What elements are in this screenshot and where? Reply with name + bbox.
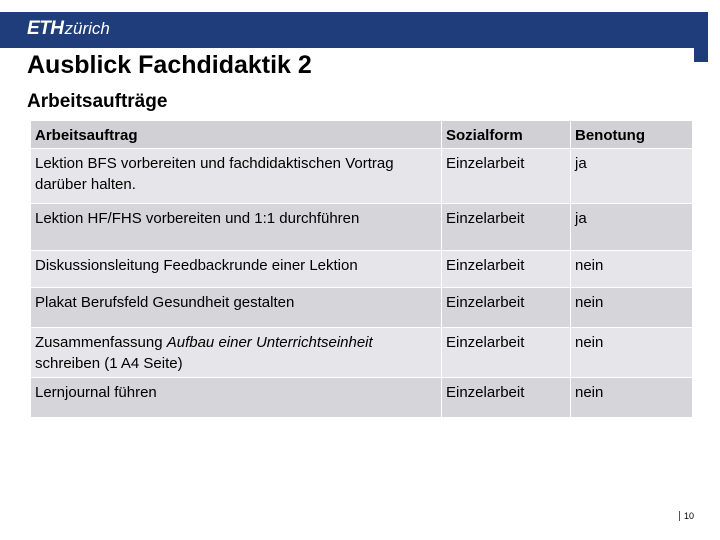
cell-form: Einzelarbeit <box>442 288 571 328</box>
cell-form: Einzelarbeit <box>442 378 571 418</box>
task-text-suffix: schreiben (1 A4 Seite) <box>35 355 183 372</box>
logo-zurich-text: zürich <box>64 19 110 38</box>
cell-grade: ja <box>571 149 693 204</box>
cell-grade: ja <box>571 204 693 251</box>
eth-zurich-logo <box>27 18 110 42</box>
logo-eth-text: ETH <box>27 18 64 39</box>
cell-grade: nein <box>571 288 693 328</box>
assignments-table <box>30 120 693 418</box>
cell-form: Einzelarbeit <box>442 149 571 204</box>
table-row <box>31 204 693 251</box>
page-number: 10 <box>684 511 695 521</box>
cell-form: Einzelarbeit <box>442 251 571 288</box>
cell-form: Einzelarbeit <box>442 204 571 251</box>
header-benotung: Benotung <box>571 121 693 149</box>
table-row <box>31 378 693 418</box>
footer-separator <box>679 511 680 521</box>
header-bar-corner <box>694 48 708 62</box>
table-row <box>31 288 693 328</box>
task-text-italic: Aufbau einer Unterrichtseinheit <box>166 334 373 351</box>
header-sozialform: Sozialform <box>442 121 571 149</box>
slide-title: Ausblick Fachdidaktik 2 <box>27 51 312 79</box>
cell-grade: nein <box>571 378 693 418</box>
header-arbeitsauftrag: Arbeitsauftrag <box>31 121 442 149</box>
cell-task <box>31 328 442 378</box>
cell-grade: nein <box>571 328 693 378</box>
cell-task: Diskussionsleitung Feedbackrunde einer Lektion <box>31 251 442 288</box>
table-header-row <box>31 121 693 149</box>
task-text-prefix: Zusammenfassung <box>35 334 167 351</box>
cell-task: Lernjournal führen <box>31 378 442 418</box>
cell-task: Lektion BFS vorbereiten und fachdidaktischen Vortrag darüber halten. <box>31 149 442 204</box>
table-row <box>31 251 693 288</box>
cell-task: Plakat Berufsfeld Gesundheit gestalten <box>31 288 442 328</box>
cell-form: Einzelarbeit <box>442 328 571 378</box>
table-row <box>31 328 693 378</box>
cell-task: Lektion HF/FHS vorbereiten und 1:1 durchführen <box>31 204 442 251</box>
slide-subtitle: Arbeitsaufträge <box>27 91 168 112</box>
cell-grade: nein <box>571 251 693 288</box>
table-row <box>31 149 693 204</box>
